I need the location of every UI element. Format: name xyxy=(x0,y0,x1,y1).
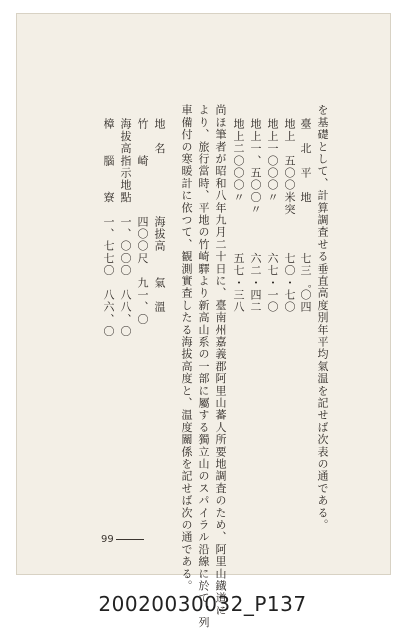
text-column: 地上一、五〇〇〃 六二・四二 xyxy=(249,118,262,314)
page-number-rule xyxy=(116,539,144,540)
text-column: より、旅行當時、平地の竹崎驛より新高山系の一部に屬する獨立山のスパイラル沿線に於て、列 xyxy=(197,104,210,629)
text-column: を基礎として、計算調査せる垂直高度別年平均氣温を記せば次表の通である。 xyxy=(316,104,329,531)
table-row: 竹 崎 四〇〇尺 九一、〇 xyxy=(136,118,149,326)
text-column: 地上 五〇〇米突 七〇・七〇 xyxy=(283,118,296,314)
text-column: 尚ほ筆者が昭和八年九月二十日に、臺南州嘉義郡阿里山蕃人所要地調査のため、阿里山鐡道に xyxy=(214,104,227,617)
text-column: 地上二〇〇〇〃 五七・三八 xyxy=(232,118,245,314)
page-number: 99 xyxy=(101,534,144,545)
text-column: 車備付の寒暖計に依つて、観測實査したる海拔高度と、温度關係を記せば次の通である。 xyxy=(180,104,193,592)
image-id-caption: 20020030032_P137 xyxy=(98,592,307,616)
table-header: 地 名 海拔高 氣 溫 xyxy=(153,118,166,314)
text-column: 地上一〇〇〇〃 六七・一〇 xyxy=(266,118,279,314)
table-row: 海拔高指示地點 一、〇〇〇 八八、〇 xyxy=(119,118,132,338)
table-row: 樟 腦 寮 一、七七〇 八六、〇 xyxy=(102,118,115,338)
text-column: 臺 北 平 地 七三゜〇四 xyxy=(299,118,312,314)
